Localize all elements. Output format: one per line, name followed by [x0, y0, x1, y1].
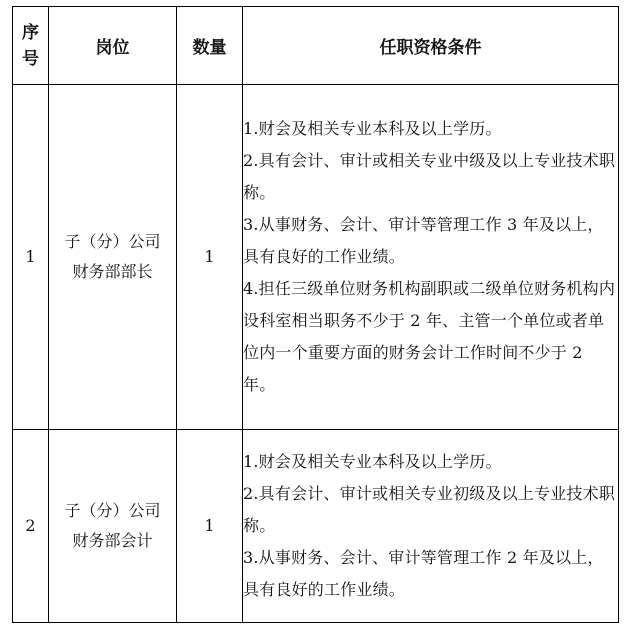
row-position-line1: 子（分）公司 — [64, 232, 161, 251]
row-position — [49, 85, 177, 430]
table-row — [13, 430, 619, 623]
requirement-item: 4.担任三级单位财务机构副职或二级单位财务机构内设科室相当职务不少于 2 年、主管一个单位或者单位内一个重要方面的财务会计工作时间不少于 2 年。 — [243, 279, 616, 394]
row-quantity: 1 — [177, 85, 243, 430]
header-row — [13, 7, 619, 85]
header-position: 岗位 — [49, 7, 177, 85]
row-seq: 1 — [13, 85, 49, 430]
row-position-line1: 子（分）公司 — [64, 501, 161, 520]
row-quantity: 1 — [177, 430, 243, 623]
row-requirements — [243, 85, 619, 430]
requirement-item: 3.从事财务、会计、审计等管理工作 3 年及以上，具有良好的工作业绩。 — [243, 215, 604, 266]
row-position-line2: 财务部会计 — [72, 531, 153, 550]
requirement-item: 2.具有会计、审计或相关专业初级及以上专业技术职称。 — [243, 484, 616, 535]
requirement-item: 1.财会及相关专业本科及以上学历。 — [243, 452, 502, 471]
header-quantity: 数量 — [177, 7, 243, 85]
requirement-item: 2.具有会计、审计或相关专业中级及以上专业技术职称。 — [243, 151, 616, 202]
table-row — [13, 85, 619, 430]
row-position — [49, 430, 177, 623]
header-seq-line1: 序 — [22, 22, 39, 43]
header-seq — [13, 7, 49, 85]
header-requirements: 任职资格条件 — [243, 7, 619, 85]
requirement-item: 1.财会及相关专业本科及以上学历。 — [243, 119, 502, 138]
row-seq: 2 — [13, 430, 49, 623]
header-seq-line2: 号 — [22, 48, 39, 69]
requirement-item: 3.从事财务、会计、审计等管理工作 2 年及以上，具有良好的工作业绩。 — [243, 548, 604, 599]
job-requirements-table — [12, 6, 619, 623]
row-position-line2: 财务部部长 — [72, 262, 153, 281]
row-requirements — [243, 430, 619, 623]
